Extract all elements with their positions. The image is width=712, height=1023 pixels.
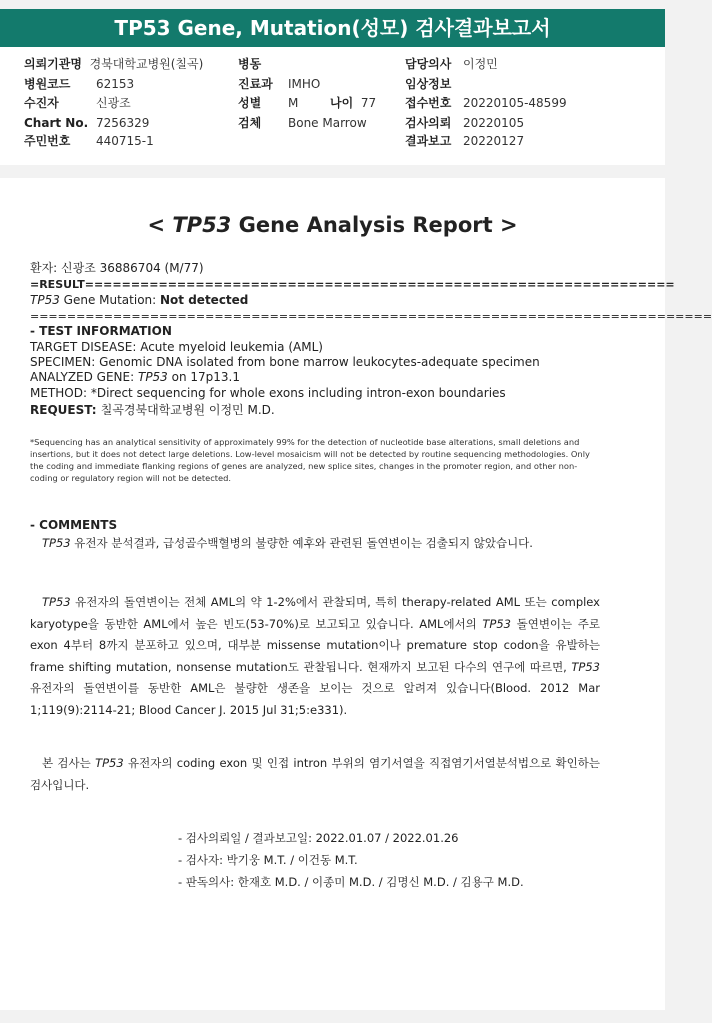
comment-paragraph-1 bbox=[30, 533, 600, 555]
mutation-result bbox=[30, 292, 248, 308]
gene-name: TP53 bbox=[137, 370, 168, 384]
report-heading bbox=[0, 213, 665, 237]
field-value: 20220127 bbox=[463, 134, 525, 148]
field-label: 의뢰기관명 bbox=[24, 57, 82, 71]
comment-paragraph-2 bbox=[30, 592, 600, 721]
divider: ========================================================================== bbox=[30, 310, 712, 323]
field-label: 검체 bbox=[238, 116, 262, 130]
field-specimen bbox=[238, 113, 367, 133]
analyzed-gene bbox=[30, 369, 240, 385]
field-request-date bbox=[405, 113, 525, 133]
field-patient-name bbox=[24, 93, 131, 113]
field-label: 임상정보 bbox=[405, 77, 452, 91]
field-department bbox=[238, 74, 321, 94]
result-divider: =RESULT================================================================ bbox=[30, 278, 675, 291]
field-value: 20220105 bbox=[463, 116, 525, 130]
comment-text: 유전자의 돌연변이를 동반한 AML은 불량한 생존을 보이는 것으로 알려져 있습니다(Blood. 2012 Mar 1;119(9):2114-21; Blood Cancer J. 2015 Jul 31;5:e331). bbox=[30, 681, 601, 717]
method-info: METHOD: *Direct sequencing for whole exons including intron-exon boundaries bbox=[30, 386, 506, 400]
field-chart-no bbox=[24, 113, 150, 133]
patient-line: 환자: 신광조 36886704 (M/77) bbox=[30, 261, 204, 275]
comment-paragraph-3 bbox=[30, 753, 600, 796]
field-report-date bbox=[405, 131, 525, 151]
sequencing-note: *Sequencing has an analytical sensitivity of approximately 99% for the detection of nucleotide base alterations, small deletions and insertions, but it does not detect large deletions. Low-level mosaicism will not be detected by routine sequencing methodologies. Only the coding and immediate flanking regions of genes are analyzed, new splice sites, changes in the promoter region, and other non-coding or regulatory region will not be detected. bbox=[30, 437, 590, 483]
field-value: IMHO bbox=[288, 77, 321, 91]
field-clinical-info bbox=[405, 74, 451, 94]
field-value: 이정민 bbox=[463, 57, 498, 71]
field-label: 성별 bbox=[238, 96, 262, 110]
comment-text: 본 검사는 bbox=[42, 756, 96, 770]
field-value: 7256329 bbox=[96, 116, 150, 130]
mutation-value: Not detected bbox=[160, 293, 249, 307]
field-label: 수진자 bbox=[24, 96, 59, 110]
gene-name: TP53 bbox=[95, 756, 124, 770]
dates-line: - 검사의뢰일 / 결과보고일: 2022.01.07 / 2022.01.26 bbox=[178, 831, 459, 845]
heading-gene: TP53 bbox=[172, 213, 232, 237]
field-requesting-institution bbox=[24, 54, 203, 74]
mutation-label: Gene Mutation: bbox=[59, 293, 161, 307]
field-value: M bbox=[288, 96, 299, 110]
gene-name: TP53 bbox=[42, 595, 71, 609]
report-body bbox=[0, 178, 712, 1010]
field-label: 진료과 bbox=[238, 77, 273, 91]
field-value: 경북대학교병원(칠곡) bbox=[89, 57, 204, 71]
field-value: 신광조 bbox=[96, 96, 131, 110]
field-doctor bbox=[405, 54, 498, 74]
request-value: 칠곡경북대학교병원 이정민 M.D. bbox=[100, 403, 275, 417]
field-label: 나이 bbox=[330, 96, 354, 110]
gene-name: TP53 bbox=[30, 293, 60, 307]
target-disease: TARGET DISEASE: Acute myeloid leukemia (AML) bbox=[30, 340, 323, 354]
field-receipt-no bbox=[405, 93, 567, 113]
specimen-info: SPECIMEN: Genomic DNA isolated from bone marrow leukocytes-adequate specimen bbox=[30, 355, 540, 369]
gene-location: on 17p13.1 bbox=[167, 370, 241, 384]
request-label: REQUEST: bbox=[30, 403, 101, 417]
field-value: 20220105-48599 bbox=[463, 96, 567, 110]
field-value: 77 bbox=[360, 96, 377, 110]
comment-text: 유전자 분석결과, 급성골수백혈병의 불량한 예후와 관련된 돌연변이는 검출되지 않았습니다. bbox=[70, 536, 533, 550]
gene-label: ANALYZED GENE: bbox=[30, 370, 138, 384]
field-label: 담당의사 bbox=[405, 57, 452, 71]
field-sex bbox=[238, 93, 299, 113]
field-value: 62153 bbox=[96, 77, 135, 91]
field-resident-no bbox=[24, 131, 154, 151]
test-info-heading: - TEST INFORMATION bbox=[30, 324, 172, 338]
comment-text: 유전자의 coding exon 및 인접 intron 부위의 염기서열을 직접염기서열분석법으로 확인하는 검사입니다. bbox=[30, 756, 600, 792]
technicians-line: - 검사자: 박기웅 M.T. / 이건동 M.T. bbox=[178, 853, 358, 867]
gene-name: TP53 bbox=[571, 659, 600, 674]
field-hospital-code bbox=[24, 74, 135, 94]
request-info bbox=[30, 402, 275, 418]
field-age bbox=[330, 93, 376, 113]
pathologists-line: - 판독의사: 한재호 M.D. / 이종미 M.D. / 김명신 M.D. / 김용구 M.D. bbox=[178, 875, 524, 889]
field-label: 주민번호 bbox=[24, 134, 71, 148]
field-value: Bone Marrow bbox=[288, 116, 367, 130]
comments-heading: - COMMENTS bbox=[30, 518, 118, 532]
field-ward bbox=[238, 54, 261, 74]
comment-text: 돌연변이는 주로 exon 4부터 8까지 분포하고 있으며, 대부분 missense mutation이나 premature stop codon을 유발하는 frame shifting mutation, nonsense mutation도 관찰됩니다. 현재까지 보고된 다수의 연구에 따르면, bbox=[30, 616, 600, 674]
heading-rest: Gene Analysis Report > bbox=[231, 213, 518, 237]
gene-name: TP53 bbox=[42, 536, 71, 550]
field-label: 병동 bbox=[238, 57, 262, 71]
gene-name: TP53 bbox=[482, 616, 511, 631]
heading-prefix: < bbox=[147, 213, 173, 237]
field-label: 접수번호 bbox=[405, 96, 452, 110]
field-value: 440715-1 bbox=[96, 134, 154, 148]
field-label: 병원코드 bbox=[24, 77, 71, 91]
report-title-bar: TP53 Gene, Mutation(성모) 검사결과보고서 bbox=[0, 9, 665, 47]
field-label: 검사의뢰 bbox=[405, 116, 452, 130]
field-label: 결과보고 bbox=[405, 134, 452, 148]
field-label: Chart No. bbox=[24, 116, 89, 130]
header-info bbox=[0, 47, 665, 165]
comment-text: 유전자의 돌연변이는 전체 AML의 약 1-2%에서 관찰되며, 특히 therapy-related AML 또는 complex karyotype을 동반한 AML에서 높은 빈도(53-70%)로 보고되고 있습니다. AML에서의 bbox=[30, 595, 600, 631]
